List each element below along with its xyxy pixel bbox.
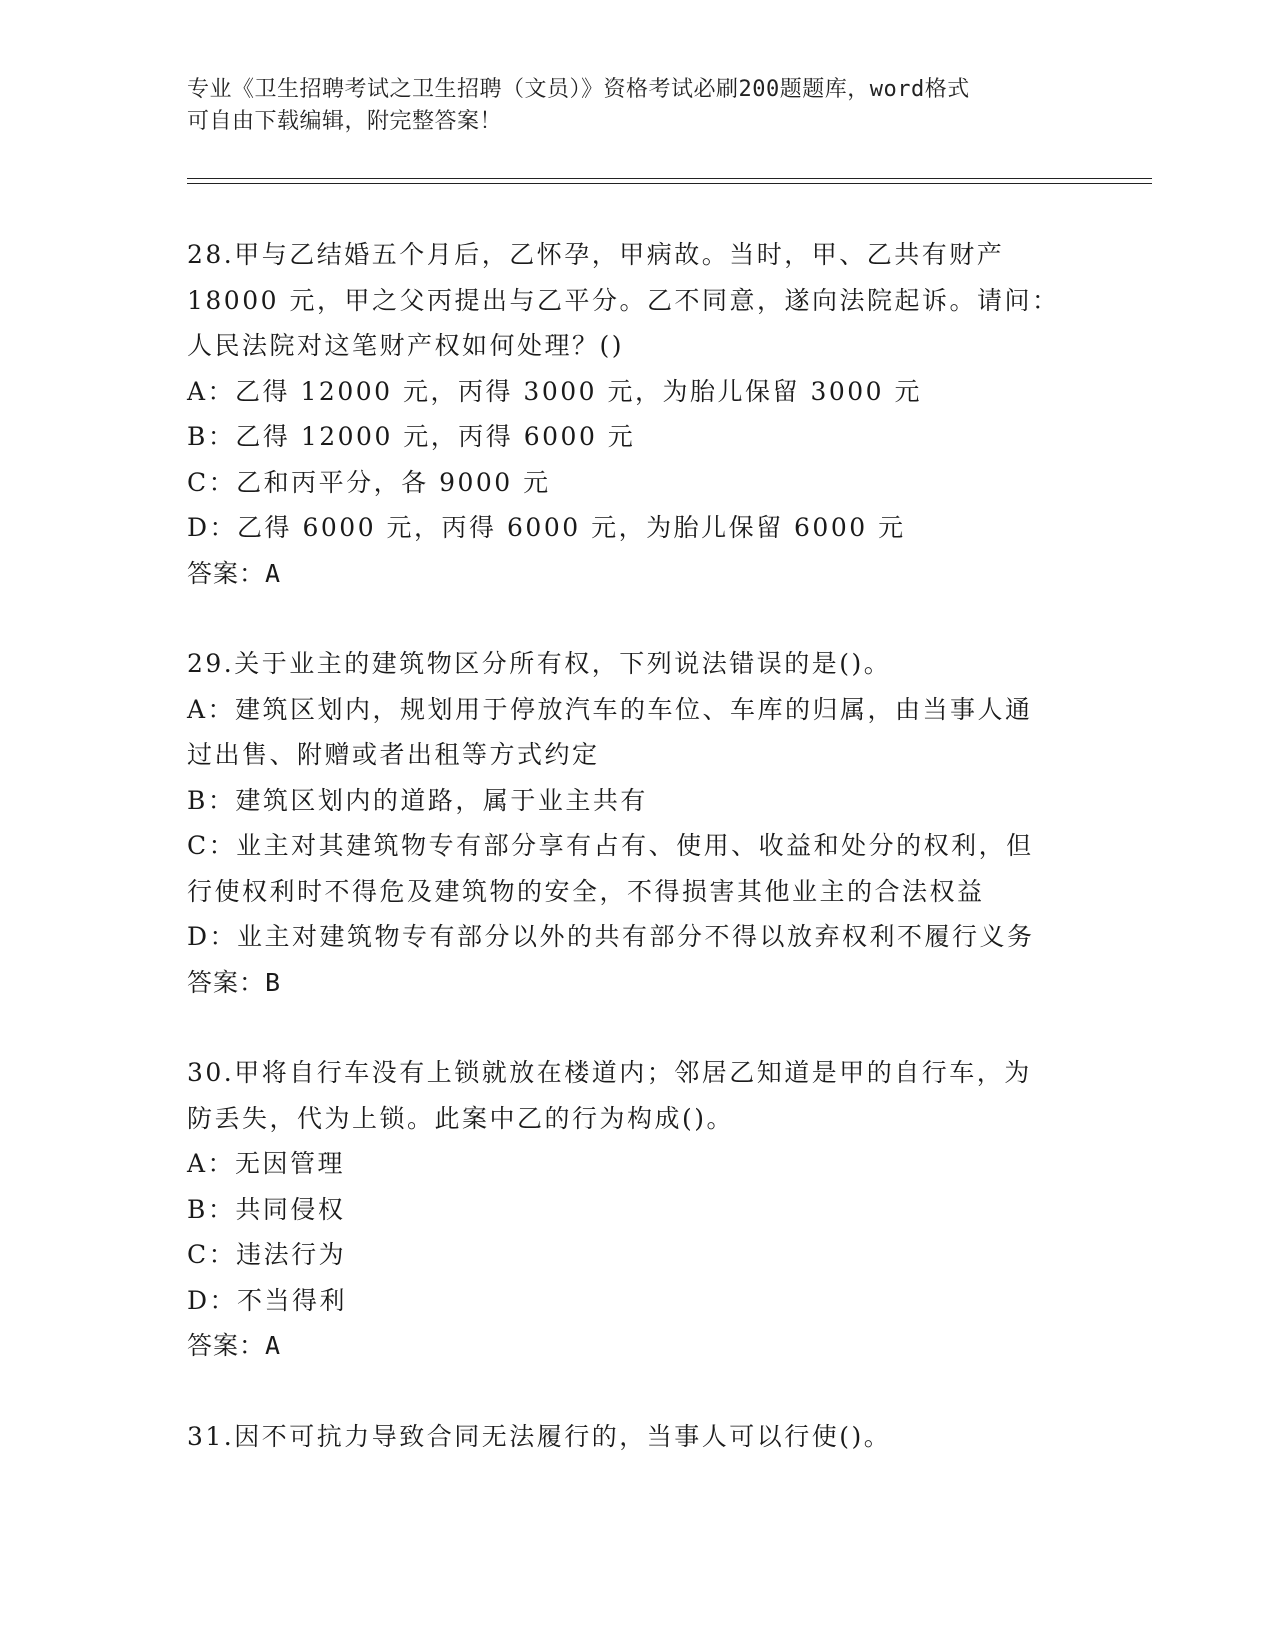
answer-label: 答案：A bbox=[187, 558, 282, 588]
answer-label: 答案：A bbox=[187, 1331, 282, 1360]
option-c: C：业主对其建筑物专有部分享有占有、使用、收益和处分的权利，但 bbox=[187, 831, 1034, 860]
question-stem-line: 18000 元，甲之父丙提出与乙平分。乙不同意，遂向法院起诉。请问： bbox=[187, 285, 1060, 315]
question-stem-line: 人民法院对这笔财产权如何处理？() bbox=[187, 331, 625, 360]
question-stem-line: 28.甲与乙结婚五个月后，乙怀孕，甲病故。当时，甲、乙共有财产 bbox=[187, 240, 1005, 269]
option-d: D：不当得利 bbox=[187, 1285, 348, 1315]
option-d: D：乙得 6000 元，丙得 6000 元，为胎儿保留 6000 元 bbox=[187, 513, 906, 542]
question-stem-line: 31.因不可抗力导致合同无法履行的，当事人可以行使()。 bbox=[187, 1421, 892, 1451]
option-c-continued: 行使权利时不得危及建筑物的安全，不得损害其他业主的合法权益 bbox=[187, 876, 985, 906]
option-b: B：乙得 12000 元，丙得 6000 元 bbox=[187, 422, 636, 451]
option-d: D：业主对建筑物专有部分以外的共有部分不得以放弃权利不履行义务 bbox=[187, 922, 1035, 951]
question-28 bbox=[187, 232, 1087, 596]
question-29 bbox=[187, 641, 1087, 1005]
question-stem-line: 防丢失，代为上锁。此案中乙的行为构成()。 bbox=[187, 1103, 735, 1133]
answer-label: 答案：B bbox=[187, 967, 282, 997]
option-c: C：乙和丙平分，各 9000 元 bbox=[187, 467, 551, 497]
option-a: A：无因管理 bbox=[187, 1149, 346, 1178]
option-b: B：建筑区划内的道路，属于业主共有 bbox=[187, 785, 648, 815]
header-line-1: 专业《卫生招聘考试之卫生招聘（文员）》资格考试必刷200题题库，word格式 bbox=[187, 77, 970, 102]
option-a: A：建筑区划内，规划用于停放汽车的车位、车库的归属，由当事人通 bbox=[187, 694, 1033, 724]
header-double-rule bbox=[187, 178, 1152, 184]
question-stem-line: 29.关于业主的建筑物区分所有权，下列说法错误的是()。 bbox=[187, 649, 892, 678]
option-b: B：共同侵权 bbox=[187, 1194, 346, 1224]
question-stem-line: 30.甲将自行车没有上锁就放在楼道内；邻居乙知道是甲的自行车，为 bbox=[187, 1058, 1032, 1087]
document-header bbox=[187, 74, 1067, 138]
question-31 bbox=[187, 1414, 1087, 1460]
option-a: A：乙得 12000 元，丙得 3000 元，为胎儿保留 3000 元 bbox=[187, 376, 923, 406]
option-a-continued: 过出售、附赠或者出租等方式约定 bbox=[187, 740, 600, 769]
question-30 bbox=[187, 1050, 1087, 1369]
header-line-2: 可自由下载编辑，附完整答案！ bbox=[187, 109, 503, 134]
question-list bbox=[187, 232, 1087, 1459]
option-c: C：违法行为 bbox=[187, 1240, 347, 1269]
